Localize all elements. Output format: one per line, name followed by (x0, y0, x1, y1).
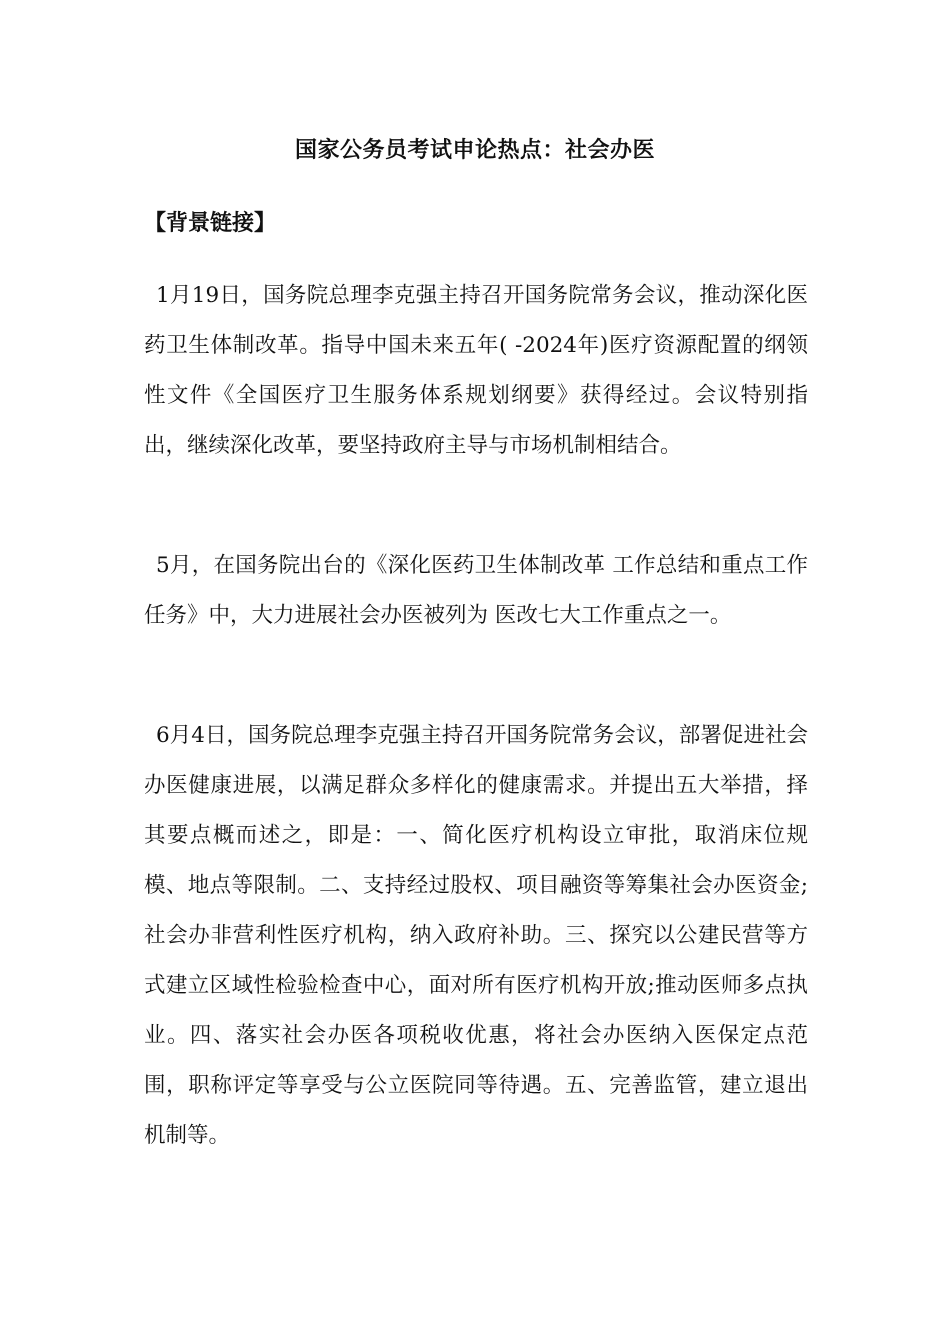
paragraph: 5月，在国务院出台的《深化医药卫生体制改革 工作总结和重点工作任务》中，大力进展社会办医被列为 医改七大工作重点之一。 (144, 553, 808, 628)
paragraph: 1月19日，国务院总理李克强主持召开国务院常务会议，推动深化医药卫生体制改革。指导中国未来五年( -2024年)医疗资源配置的纲领性文件《全国医疗卫生服务体系规划纲要》获得经过。会议特别指出，继续深化改革，要坚持政府主导与市场机制相结合。 (144, 283, 808, 458)
document-title: 国家公务员考试申论热点：社会办医 (294, 138, 655, 163)
paragraph: 6月4日，国务院总理李克强主持召开国务院常务会议，部署促进社会办医健康进展，以满足群众多样化的健康需求。并提出五大举措，择其要点概而述之，即是：一、简化医疗机构设立审批，取消床位规模、地点等限制。二、支持经过股权、项目融资等筹集社会办医资金;社会办非营利性医疗机构，纳入政府补助。三、探究以公建民营等方式建立区域性检验检查中心，面对所有医疗机构开放;推动医师多点执业。四、落实社会办医各项税收优惠，将社会办医纳入医保定点范围，职称评定等享受与公立医院同等待遇。五、完善监管，建立退出机制等。 (144, 723, 808, 1148)
section-label-background: 【背景链接】 (144, 210, 277, 236)
